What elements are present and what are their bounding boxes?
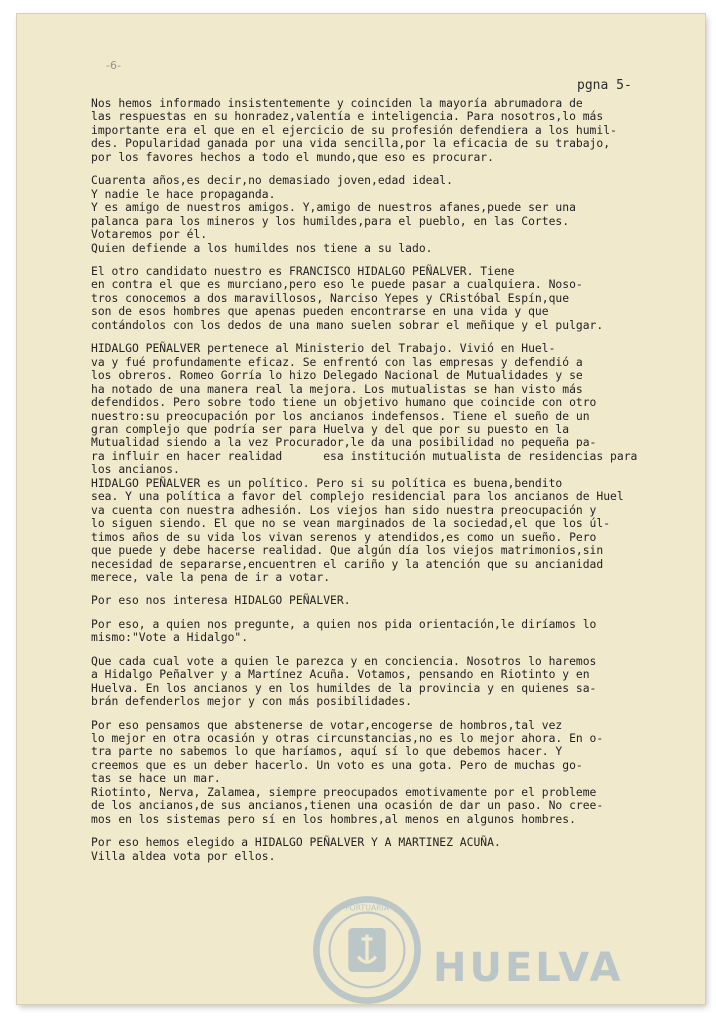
text-line: va y fué profundamente eficaz. Se enfrentó con las empresas y defendió a xyxy=(91,354,583,369)
paragraph xyxy=(91,618,651,645)
text-line: Por eso hemos elegido a HIDALGO PEÑALVER Y A MARTINEZ ACUÑA. xyxy=(91,835,501,850)
text-line: tas se hace un mar. xyxy=(91,771,221,786)
text-line: tra parte no sabemos lo que haríamos, aquí sí lo que debemos hacer. Y xyxy=(91,744,563,759)
huelva-watermark-text: HUELVA xyxy=(433,945,624,991)
paragraph xyxy=(91,265,651,332)
text-line: Por eso, a quien nos pregunte, a quien nos pida orientación,le diríamos lo xyxy=(91,616,597,631)
text-line: mismo:"Vote a Hidalgo". xyxy=(91,630,249,645)
paragraph xyxy=(91,719,651,827)
pencil-page-note: -6- xyxy=(106,59,121,72)
text-line: que puede y debe hacerse realidad. Que algún día los viejos matrimonios,sin xyxy=(91,543,604,558)
text-line: brán defenderlos mejor y con más posibilidades. xyxy=(91,694,412,709)
text-line: Votaremos por él. xyxy=(91,227,208,242)
text-line: a Hidalgo Peñalver y a Martínez Acuña. Votamos, pensando en Riotinto y en xyxy=(91,667,590,682)
text-line: timos años de su vida los vivan serenos y atendidos,es como un sueño. Pero xyxy=(91,529,597,544)
text-line: Mutualidad siendo a la vez Procurador,le da una posibilidad no pequeña pa- xyxy=(91,435,597,450)
text-line: HIDALGO PEÑALVER pertenece al Ministerio del Trabajo. Vivió en Huel- xyxy=(91,341,556,356)
text-line: merece, vale la pena de ir a votar. xyxy=(91,569,331,584)
text-line: Huelva. En los ancianos y en los humildes de la provincia y en quienes sa- xyxy=(91,680,597,695)
text-line: lo mejor en otra ocasión y otras circunstancias,no es lo mejor ahora. En o- xyxy=(91,731,604,746)
paragraph xyxy=(91,655,651,709)
text-line: Cuarenta años,es decir,no demasiado joven,edad ideal. xyxy=(91,173,453,188)
text-line: Villa aldea vota por ellos. xyxy=(91,848,276,863)
page-number: pgna 5- xyxy=(577,78,632,93)
port-authority-logo-watermark xyxy=(312,895,422,1005)
paragraph xyxy=(91,342,651,477)
logo-ring-text: PORTUARIA xyxy=(345,903,389,913)
document-sheet xyxy=(17,14,705,1004)
text-line: sea. Y una política a favor del complejo residencial para los ancianos de Huel xyxy=(91,489,624,504)
text-line: creemos que es un deber hacerlo. Un voto es una gota. Pero de muchas go- xyxy=(91,757,583,772)
text-line: en contra el que es murciano,pero eso le puede pasar a cualquiera. Noso- xyxy=(91,277,583,292)
text-line: Y nadie le hace propaganda. xyxy=(91,186,276,201)
text-line: Nos hemos informado insistentemente y coinciden la mayoría abrumadora de xyxy=(91,96,583,110)
text-line: tros conocemos a dos maravillosos, Narciso Yepes y CRistóbal Espín,que xyxy=(91,290,570,305)
text-line: Por eso pensamos que abstenerse de votar,encogerse de hombros,tal vez xyxy=(91,717,563,732)
text-line: importante era el que en el ejercicio de su profesión defendiera a los humil- xyxy=(91,122,617,137)
text-line: Que cada cual vote a quien le parezca y en conciencia. Nosotros lo haremos xyxy=(91,653,597,668)
paragraph xyxy=(91,477,651,585)
text-line: Y es amigo de nuestros amigos. Y,amigo de nuestros afanes,puede ser una xyxy=(91,200,576,215)
text-line: lo siguen siendo. El que no se vean marginados de la sociedad,el que los úl- xyxy=(91,516,611,531)
text-line: son de esos hombres que apenas pueden encontrarse en una vida y que xyxy=(91,304,549,319)
text-line: de los ancianos,de sus ancianos,tienen una ocasión de dar un paso. No cree- xyxy=(91,798,604,813)
text-line: Riotinto, Nerva, Zalamea, siempre preocupados emotivamente por el probleme xyxy=(91,784,597,799)
paragraph xyxy=(91,594,651,607)
text-line: ra influir en hacer realidad esa institución mutualista de residencias para xyxy=(91,448,638,463)
paragraph xyxy=(91,97,651,164)
paragraph xyxy=(91,836,651,863)
text-line: Quien defiende a los humildes nos tiene a su lado. xyxy=(91,240,433,255)
document-body xyxy=(91,97,651,863)
text-line: necesidad de separarse,encuentren el cariño y la atención que su ancianidad xyxy=(91,556,604,571)
text-line: Por eso nos interesa HIDALGO PEÑALVER. xyxy=(91,593,351,608)
text-line: mos en los sistemas pero sí en los hombres,al menos en algunos hombres. xyxy=(91,811,576,826)
text-line: va cuenta con nuestra adhesión. Los viejos han sido nuestra preocupación y xyxy=(91,502,597,517)
text-line: contándolos con los dedos de una mano suelen sobrar el meñique y el pulgar. xyxy=(91,317,604,332)
text-line: los ancianos. xyxy=(91,462,180,477)
text-line: des. Popularidad ganada por una vida sencilla,por la eficacia de su trabajo, xyxy=(91,136,611,151)
text-line: por los favores hechos a todo el mundo,que eso es procurar. xyxy=(91,149,494,164)
text-line: ha notado de una manera real la mejora. Los mutualistas se han visto más xyxy=(91,381,583,396)
paragraph xyxy=(91,174,651,255)
text-line: defendidos. Pero sobre todo tiene un objetivo humano que coincide con otro xyxy=(91,395,597,410)
text-line: palanca para los mineros y los humildes,para el pueblo, en las Cortes. xyxy=(91,213,570,228)
text-line: gran complejo que podría ser para Huelva y del que por su puesto en la xyxy=(91,421,570,436)
text-line: nuestro:su preocupación por los ancianos indefensos. Tiene el sueño de un xyxy=(91,408,590,423)
text-line: El otro candidato nuestro es FRANCISCO HIDALGO PEÑALVER. Tiene xyxy=(91,263,515,278)
text-line: las respuestas en su honradez,valentía e inteligencia. Para nosotros,lo más xyxy=(91,109,604,124)
text-line: HIDALGO PEÑALVER es un político. Pero si su política es buena,bendito xyxy=(91,475,563,490)
text-line: los obreros. Romeo Gorría lo hizo Delegado Nacional de Mutualidades y se xyxy=(91,368,583,383)
